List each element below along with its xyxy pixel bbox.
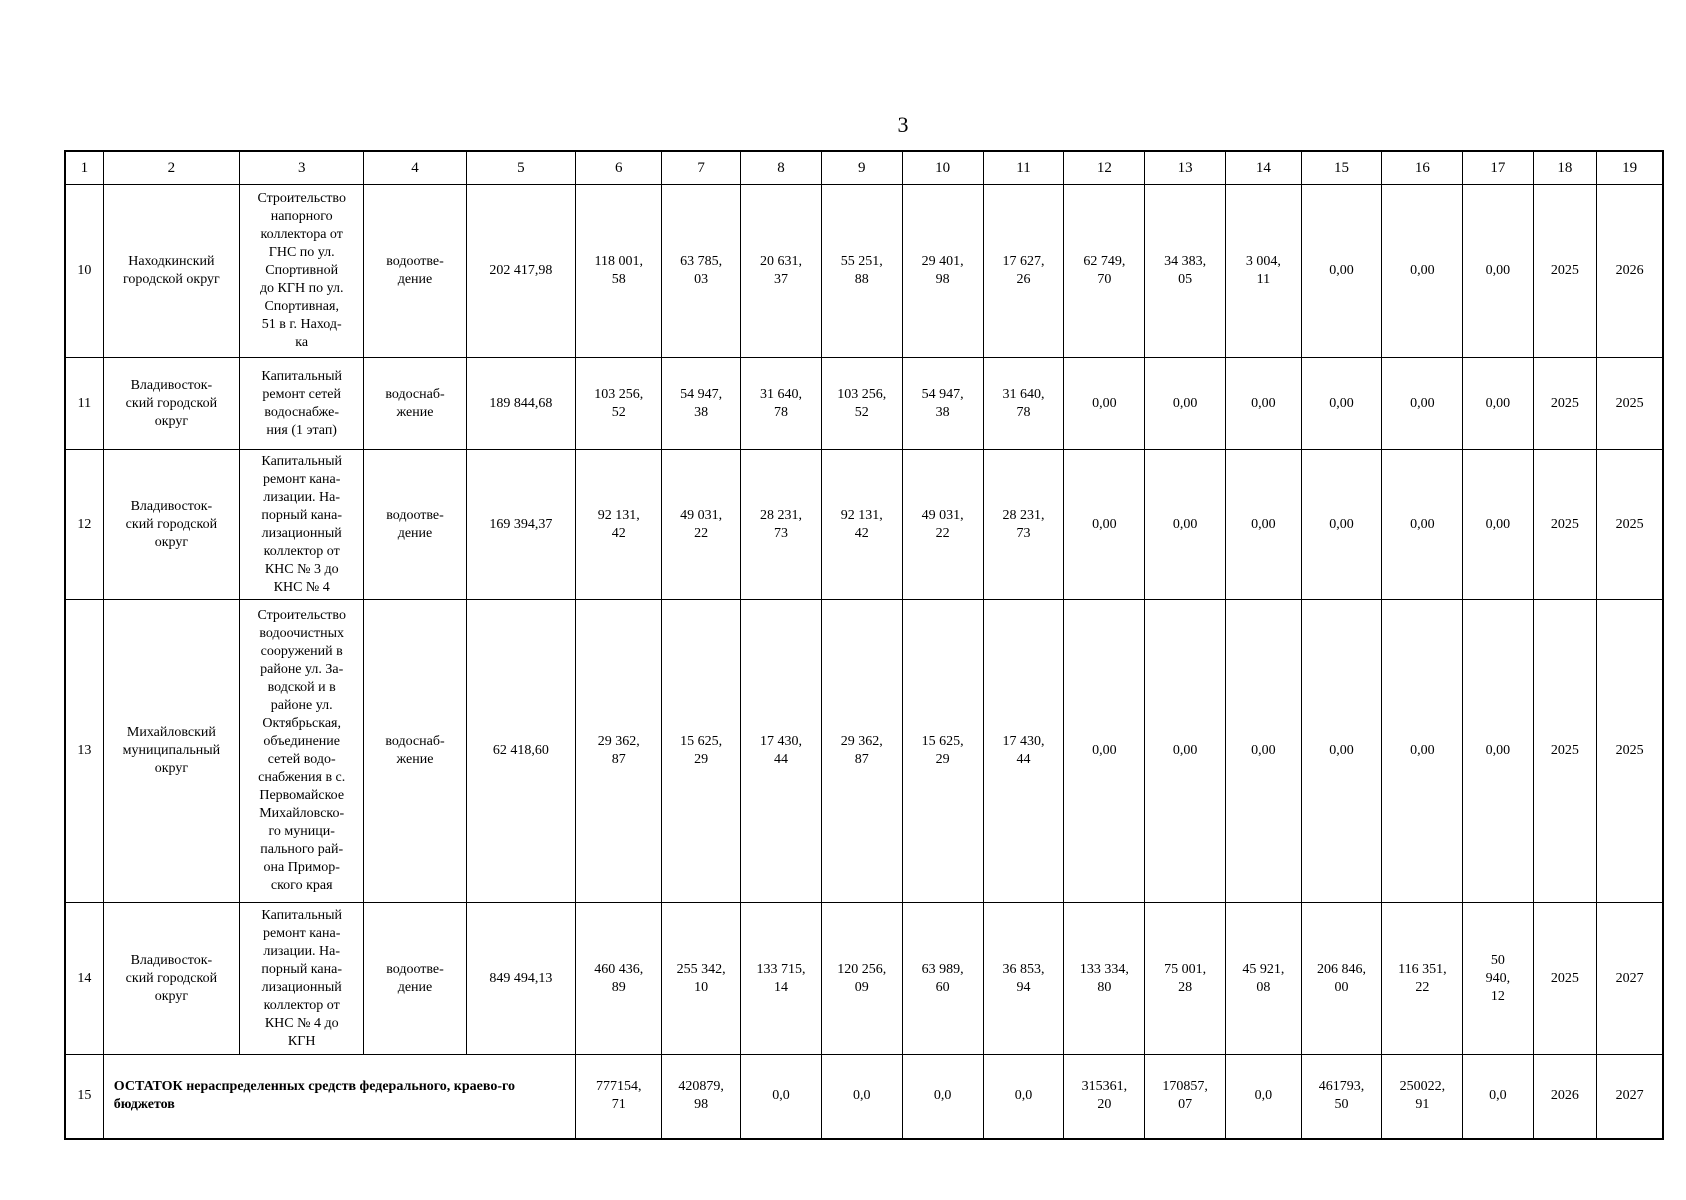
value-cell: 255 342, 10 [662,903,741,1055]
value-cell: 29 362, 87 [821,600,902,903]
row-number: 11 [65,358,103,450]
column-header: 1 [65,151,103,185]
value-cell: 461793, 50 [1301,1055,1382,1139]
value-cell: 0,00 [1301,600,1382,903]
end-year-cell: 2027 [1597,903,1663,1055]
type-cell: водоснаб- жение [364,358,466,450]
object-cell: Строительство напорного коллектора от ГНС по ул. Спортивной до КГН по ул. Спортивная, 51 в г. Наход- ка [239,185,363,358]
row-number: 15 [65,1055,103,1139]
value-cell: 420879, 98 [662,1055,741,1139]
table-row [65,450,1663,600]
value-cell: 0,00 [1382,600,1463,903]
column-header: 2 [103,151,239,185]
value-cell: 31 640, 78 [741,358,822,450]
column-header: 14 [1226,151,1302,185]
table-row [65,358,1663,450]
value-cell: 54 947, 38 [902,358,983,450]
total-cell: 189 844,68 [466,358,576,450]
value-cell: 50 940, 12 [1463,903,1533,1055]
start-year-cell: 2026 [1533,1055,1597,1139]
total-cell: 62 418,60 [466,600,576,903]
value-cell: 55 251, 88 [821,185,902,358]
value-cell: 3 004, 11 [1226,185,1302,358]
total-cell: 169 394,37 [466,450,576,600]
value-cell: 54 947, 38 [662,358,741,450]
type-cell: водоотве- дение [364,185,466,358]
value-cell: 49 031, 22 [662,450,741,600]
row-number: 14 [65,903,103,1055]
page-number: 3 [897,112,909,137]
value-cell: 0,0 [983,1055,1064,1139]
value-cell: 0,00 [1145,450,1226,600]
column-header: 6 [576,151,662,185]
value-cell: 75 001, 28 [1145,903,1226,1055]
municipality-cell: Находкинский городской округ [103,185,239,358]
value-cell: 45 921, 08 [1226,903,1302,1055]
value-cell: 62 749, 70 [1064,185,1145,358]
value-cell: 0,0 [821,1055,902,1139]
value-cell: 0,00 [1226,600,1302,903]
municipality-cell: Владивосток- ский городской округ [103,358,239,450]
value-cell: 0,00 [1301,358,1382,450]
value-cell: 0,00 [1463,600,1533,903]
value-cell: 0,0 [902,1055,983,1139]
value-cell: 170857, 07 [1145,1055,1226,1139]
value-cell: 0,0 [741,1055,822,1139]
value-cell: 0,00 [1301,450,1382,600]
remainder-label [103,1055,575,1139]
remainder-row [65,1055,1663,1139]
row-number: 12 [65,450,103,600]
value-cell: 0,00 [1145,600,1226,903]
financing-table [64,150,1664,1140]
start-year-cell: 2025 [1533,903,1597,1055]
value-cell: 0,00 [1463,358,1533,450]
value-cell: 206 846, 00 [1301,903,1382,1055]
value-cell: 92 131, 42 [576,450,662,600]
object-cell: Капитальный ремонт кана- лизации. На- порный кана- лизационный коллектор от КНС № 4 до КГН [239,903,363,1055]
end-year-cell: 2026 [1597,185,1663,358]
value-cell: 120 256, 09 [821,903,902,1055]
value-cell: 0,00 [1382,185,1463,358]
municipality-cell: Михайловский муниципальный округ [103,600,239,903]
remainder-label-bold: ОСТАТОК [113,1079,183,1095]
column-header: 4 [364,151,466,185]
value-cell: 133 334, 80 [1064,903,1145,1055]
value-cell: 0,00 [1301,185,1382,358]
object-cell: Капитальный ремонт кана- лизации. На- порный кана- лизационный коллектор от КНС № 3 до КНС № 4 [239,450,363,600]
value-cell: 15 625, 29 [902,600,983,903]
start-year-cell: 2025 [1533,185,1597,358]
value-cell: 315361, 20 [1064,1055,1145,1139]
value-cell: 116 351, 22 [1382,903,1463,1055]
value-cell: 0,00 [1382,450,1463,600]
value-cell: 0,00 [1064,600,1145,903]
row-number: 10 [65,185,103,358]
column-header: 12 [1064,151,1145,185]
column-header: 9 [821,151,902,185]
value-cell: 0,00 [1226,450,1302,600]
value-cell: 29 401, 98 [902,185,983,358]
end-year-cell: 2025 [1597,450,1663,600]
municipality-cell: Владивосток- ский городской округ [103,903,239,1055]
start-year-cell: 2025 [1533,600,1597,903]
total-cell: 202 417,98 [466,185,576,358]
value-cell: 28 231, 73 [983,450,1064,600]
end-year-cell: 2025 [1597,600,1663,903]
header-row [65,151,1663,185]
type-cell: водоснаб- жение [364,600,466,903]
value-cell: 34 383, 05 [1145,185,1226,358]
value-cell: 31 640, 78 [983,358,1064,450]
column-header: 16 [1382,151,1463,185]
value-cell: 20 631, 37 [741,185,822,358]
value-cell: 92 131, 42 [821,450,902,600]
value-cell: 28 231, 73 [741,450,822,600]
column-header: 17 [1463,151,1533,185]
municipality-cell: Владивосток- ский городской округ [103,450,239,600]
value-cell: 17 430, 44 [983,600,1064,903]
table-row [65,903,1663,1055]
value-cell: 29 362, 87 [576,600,662,903]
value-cell: 460 436, 89 [576,903,662,1055]
value-cell: 0,00 [1145,358,1226,450]
start-year-cell: 2025 [1533,450,1597,600]
value-cell: 118 001, 58 [576,185,662,358]
value-cell: 0,00 [1064,450,1145,600]
column-header: 3 [239,151,363,185]
column-header: 18 [1533,151,1597,185]
row-number: 13 [65,600,103,903]
value-cell: 103 256, 52 [821,358,902,450]
column-header: 13 [1145,151,1226,185]
column-header: 5 [466,151,576,185]
value-cell: 250022, 91 [1382,1055,1463,1139]
end-year-cell: 2027 [1597,1055,1663,1139]
value-cell: 0,00 [1226,358,1302,450]
value-cell: 0,0 [1226,1055,1302,1139]
total-cell: 849 494,13 [466,903,576,1055]
value-cell: 17 430, 44 [741,600,822,903]
type-cell: водоотве- дение [364,903,466,1055]
value-cell: 0,00 [1463,185,1533,358]
value-cell: 49 031, 22 [902,450,983,600]
remainder-label-text: нераспределенных средств федерального, краево-го бюджетов [113,1079,515,1113]
object-cell: Капитальный ремонт сетей водоснабже- ния (1 этап) [239,358,363,450]
value-cell: 133 715, 14 [741,903,822,1055]
table-row [65,600,1663,903]
column-header: 15 [1301,151,1382,185]
value-cell: 103 256, 52 [576,358,662,450]
value-cell: 0,0 [1463,1055,1533,1139]
column-header: 11 [983,151,1064,185]
value-cell: 0,00 [1382,358,1463,450]
start-year-cell: 2025 [1533,358,1597,450]
value-cell: 0,00 [1463,450,1533,600]
value-cell: 777154, 71 [576,1055,662,1139]
column-header: 7 [662,151,741,185]
value-cell: 36 853, 94 [983,903,1064,1055]
column-header: 8 [741,151,822,185]
value-cell: 15 625, 29 [662,600,741,903]
value-cell: 63 989, 60 [902,903,983,1055]
value-cell: 0,00 [1064,358,1145,450]
column-header: 19 [1597,151,1663,185]
value-cell: 17 627, 26 [983,185,1064,358]
value-cell: 63 785, 03 [662,185,741,358]
end-year-cell: 2025 [1597,358,1663,450]
column-header: 10 [902,151,983,185]
object-cell: Строительство водоочистных сооружений в районе ул. За- водской и в районе ул. Октябрьская, объединение сетей водо- снабжения в с. Первомайское Михайловско- го муници- пального рай- она Примор- ского края [239,600,363,903]
type-cell: водоотве- дение [364,450,466,600]
table-row [65,185,1663,358]
